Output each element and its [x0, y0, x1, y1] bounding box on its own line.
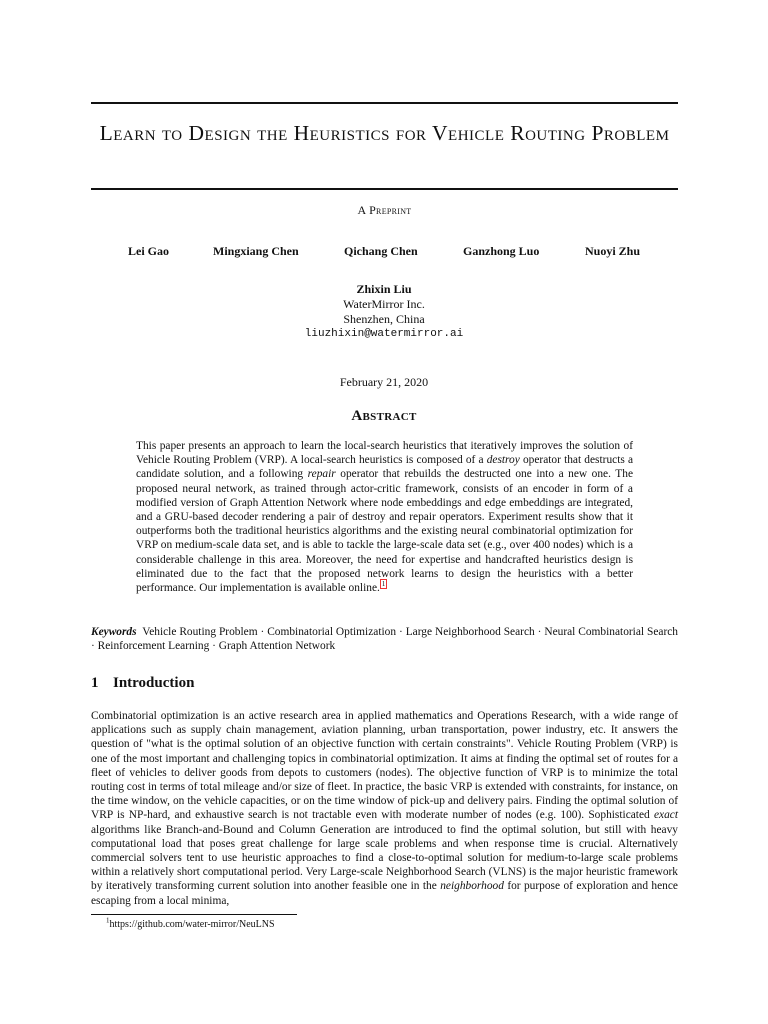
footnote-rule: [91, 914, 297, 915]
intro-emphasis-neighborhood: neighborhood: [440, 880, 504, 893]
footnote: [106, 916, 275, 930]
author-location: Shenzhen, China: [343, 312, 425, 326]
preprint-label: A Preprint: [357, 203, 412, 217]
footnote-link[interactable]: 1: [381, 580, 386, 589]
author-name: Mingxiang Chen: [213, 244, 299, 258]
author-email[interactable]: liuzhixin@watermirror.ai: [304, 328, 464, 340]
keywords-block: [91, 625, 678, 653]
footnote-mark: 1: [106, 916, 110, 925]
footnote-url[interactable]: https://github.com/water-mirror/NeuLNS: [109, 919, 275, 930]
author-list: [0, 244, 768, 262]
intro-paragraph: [91, 709, 678, 908]
abstract-text: operator that rebuilds the destructed one into a new one. The proposed neural network, as trained through actor-critic framework, consists of an encoder in form of a modified version of Graph Attention Network where node embeddings and edge embeddings are integrated, and a GRU-based decoder rendering a pair of destroy and repair operators. Experiment results show that it outperforms both the traditional heuristics algorithms and the existing neural combinatorial optimization for VRP on medium-scale data set, and is able to tackle the large-scale data set (e.g., over 400 nodes) which is a considerable challenge in this area. Moreover, the need for expertise and handcrafted heuristics design is eliminated due to the fact that the proposed network learns to design the heuristics with a better performance. Our implementation is available online.: [136, 468, 633, 595]
title-rule-bottom: [91, 188, 678, 190]
author-affiliation: WaterMirror Inc.: [343, 297, 425, 311]
section-heading: [91, 675, 194, 692]
abstract-emphasis-destroy: destroy: [486, 454, 520, 467]
section-number: 1: [91, 675, 99, 691]
intro-emphasis-exact: exact: [653, 809, 678, 822]
author-name: Qichang Chen: [344, 244, 418, 258]
abstract-text: operator that destructs a candidate solution, and a following: [136, 454, 633, 481]
abstract-emphasis-repair: repair: [307, 468, 336, 481]
publication-date: February 21, 2020: [339, 375, 429, 389]
intro-text: for purpose of exploration and hence escaping from a local minima,: [91, 880, 678, 907]
intro-text: Combinatorial optimization is an active research area in applied mathematics and Operations Research, with a wide range of applications such as supply chain management, aviation planning, urban transportation, power industry, etc. It answers the question of "what is the optimal solution of an objective function with certain constraints". Vehicle Routing Problem (VRP) is one of the most important and challenging topics in combinatorial optimization. It aims at finding the optimal set of routes for a fleet of vehicles to deliver goods from depots to customers (nodes). The objective function of VRP is to minimize the total routing cost in terms of total mileage and/or size of fleet. In practice, the basic VRP is extended with constraints, for instance, on the time window, on the vehicle capacities, or on the time window of pick-up and delivery pairs. Finding the optimal solution of VRP is NP-hard, and exhaustive search is not tractable even with moderate number of nodes (e.g. 100). Sophisticated: [91, 710, 678, 822]
lead-author-name: Zhixin Liu: [356, 282, 412, 296]
lead-author-block: [0, 282, 768, 342]
keywords-label: Keywords: [91, 626, 137, 638]
paper-title: Learn to Design the Heuristics for Vehicle Routing Problem: [99, 121, 670, 145]
abstract-body: [136, 439, 633, 595]
intro-text: algorithms like Branch-and-Bound and Column Generation are introduced to find the optimal solution, but still with heavy computational load that poses great challenge for large scale problems and when response time is crucial. Alternatively commercial solvers tent to use heuristic approaches to find a close-to-optimal solution for medium-to-large scale problems within a relatively short computational period. Very Large-scale Neighborhood Search (VLNS) is the major heuristic framework by iteratively transforming current solution into another feasible one in the: [91, 823, 678, 893]
abstract-heading: Abstract: [351, 408, 417, 424]
abstract-text: This paper presents an approach to learn the local-search heuristics that iteratively improves the solution of Vehicle Routing Problem (VRP). A local-search heuristics is composed of a: [136, 440, 633, 467]
section-title: Introduction: [113, 675, 195, 691]
author-name: Lei Gao: [128, 244, 169, 258]
keywords-text: Vehicle Routing Problem · Combinatorial Optimization · Large Neighborhood Search · Neural Combinatorial Search · Reinforcement Learning · Graph Attention Network: [91, 626, 678, 653]
author-name: Nuoyi Zhu: [585, 244, 641, 258]
author-name: Ganzhong Luo: [463, 244, 540, 258]
title-rule-top: [91, 102, 678, 104]
